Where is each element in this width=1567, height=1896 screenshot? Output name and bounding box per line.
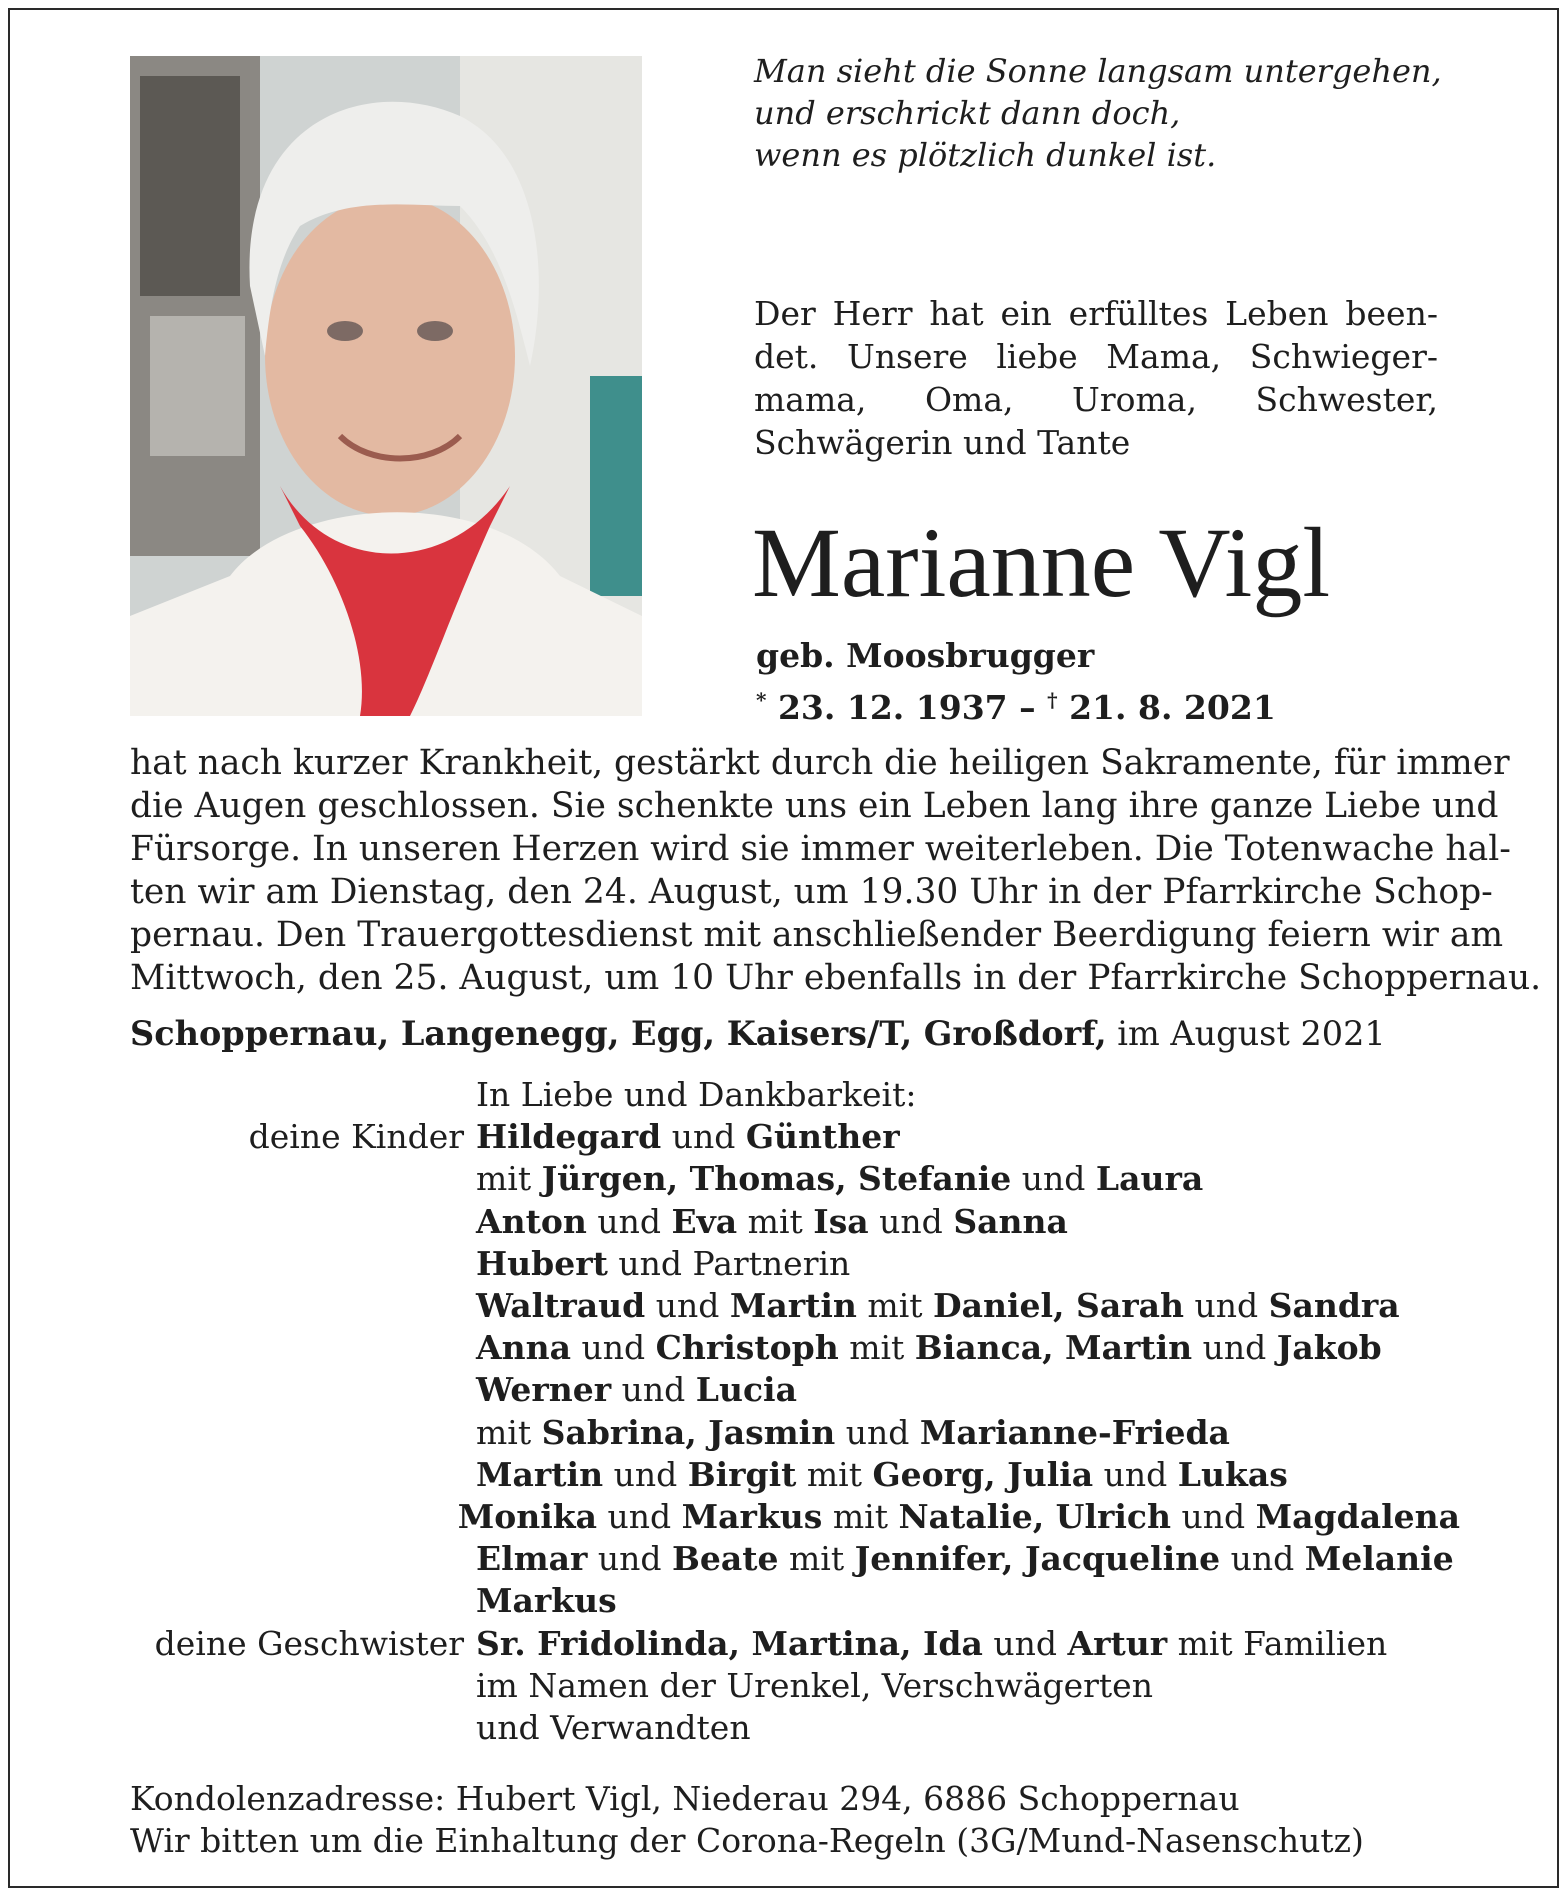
mourner-name: Marianne-Frieda	[919, 1412, 1230, 1452]
mourner-name: Günther	[745, 1117, 900, 1157]
mourner-names	[476, 1285, 1400, 1327]
mourner-names	[476, 1707, 751, 1749]
mourner-connector: und	[1093, 1454, 1178, 1494]
deceased-name: Marianne Vigl	[752, 507, 1331, 618]
mourner-name: Markus	[681, 1497, 823, 1537]
mourner-names	[476, 1454, 1288, 1496]
mourner-connector: und	[1171, 1497, 1256, 1537]
mourner-connector: und	[835, 1412, 920, 1452]
children-row	[130, 1285, 1460, 1327]
mourner-connector: und	[570, 1328, 656, 1368]
mourner-connector: mit	[822, 1497, 899, 1537]
mourner-connector: mit	[737, 1201, 814, 1241]
mourner-names	[476, 1538, 1454, 1580]
mourner-name: Laura	[1095, 1159, 1204, 1199]
mourner-name: Waltraud	[476, 1286, 646, 1326]
announcement-line: Schwägerin und Tante	[754, 423, 1131, 462]
mourner-names	[476, 1158, 1203, 1200]
mourner-connector: und Verwandten	[476, 1708, 751, 1748]
corona-notice: Wir bitten um die Einhaltung der Corona-Regeln (3G/Mund-Nasenschutz)	[130, 1821, 1364, 1860]
mourner-connector: mit	[778, 1539, 855, 1579]
mourner-names	[476, 1116, 900, 1158]
mourner-names	[458, 1496, 1460, 1538]
mourner-name: Sabrina, Jasmin	[541, 1412, 836, 1452]
mourner-names	[476, 1243, 850, 1285]
maiden-name: geb. Moosbrugger	[756, 636, 1095, 675]
mourner-connector: und	[586, 1201, 672, 1241]
mourner-connector: und	[611, 1370, 696, 1410]
mourner-name: Werner	[476, 1370, 612, 1410]
mourner-name: Martin	[729, 1286, 857, 1326]
mourner-name: Markus	[476, 1581, 617, 1621]
mourners-intro: In Liebe und Dankbarkeit:	[476, 1075, 917, 1114]
children-row	[130, 1116, 1460, 1158]
siblings-row	[130, 1665, 1460, 1707]
birth-symbol: *	[756, 688, 767, 712]
mourner-connector: und	[1220, 1539, 1305, 1579]
mourner-names	[476, 1623, 1387, 1665]
mourner-name: Elmar	[476, 1539, 588, 1579]
mourner-name: Beate	[672, 1539, 779, 1579]
mourner-name: Anna	[476, 1328, 571, 1368]
mourner-connector: und Partnerin	[607, 1243, 851, 1283]
mourner-name: Artur	[1067, 1623, 1168, 1663]
mourner-name: Eva	[671, 1201, 738, 1241]
mourner-connector: und	[587, 1539, 672, 1579]
mourner-name: Magdalena	[1255, 1497, 1460, 1537]
mourner-connector: und	[603, 1454, 688, 1494]
mourner-name: Sr. Fridolinda, Martina, Ida	[476, 1623, 983, 1663]
life-dates	[756, 680, 1276, 728]
mourner-group-label: deine Geschwister	[154, 1623, 464, 1663]
mourner-name: Daniel, Sarah	[933, 1286, 1185, 1326]
mourner-name: Birgit	[687, 1454, 797, 1494]
children-row	[130, 1454, 1460, 1496]
mourner-name: Sanna	[953, 1201, 1068, 1241]
mourner-name: Christoph	[655, 1328, 839, 1368]
date-separator: –	[1019, 688, 1036, 727]
portrait-photo	[130, 56, 642, 716]
children-row	[130, 1369, 1460, 1411]
children-row	[130, 1538, 1460, 1580]
children-row	[130, 1327, 1460, 1369]
places-month: im August 2021	[1117, 1014, 1386, 1053]
mourner-connector: mit	[838, 1328, 915, 1368]
portrait-illustration	[130, 56, 642, 716]
children-row	[130, 1412, 1460, 1454]
mourners-intro-row	[130, 1074, 1460, 1116]
birth-date: 23. 12. 1937	[777, 688, 1008, 727]
children-row	[130, 1243, 1460, 1285]
mourner-connector: und	[982, 1623, 1068, 1663]
mourner-name: Jakob	[1276, 1328, 1382, 1368]
mourner-connector: und	[1184, 1286, 1269, 1326]
mourner-connector: und	[597, 1497, 682, 1537]
body-line: pernau. Den Trauergottesdienst mit anschließender Beerdigung feiern wir am	[130, 915, 1504, 955]
children-row	[130, 1158, 1460, 1200]
mourner-names	[476, 1369, 797, 1411]
siblings-group	[130, 1623, 1460, 1750]
mourner-name: Georg, Julia	[872, 1454, 1094, 1494]
mourner-connector: im Namen der Urenkel, Verschwägerten	[476, 1665, 1153, 1705]
announcement-line: Der Herr hat ein erfülltes Leben been-	[754, 294, 1438, 333]
mourner-connector: mit	[476, 1412, 542, 1452]
poem-line: Man sieht die Sonne langsam untergehen,	[754, 52, 1442, 90]
death-date: 21. 8. 2021	[1069, 688, 1276, 727]
memorial-poem	[754, 50, 1454, 176]
death-symbol: †	[1047, 688, 1058, 712]
children-group	[130, 1116, 1460, 1622]
children-row	[130, 1580, 1460, 1622]
announcement-text	[754, 292, 1438, 464]
mourner-connector: mit	[796, 1454, 873, 1494]
mourner-connector: und	[645, 1286, 730, 1326]
body-line: hat nach kurzer Krankheit, gestärkt durch die heiligen Sakramente, für immer	[130, 743, 1510, 783]
mourner-names	[476, 1580, 617, 1622]
mourner-name: Melanie	[1304, 1539, 1454, 1579]
children-row	[130, 1201, 1460, 1243]
body-line: die Augen geschlossen. Sie schenkte uns ein Leben lang ihre ganze Liebe und	[130, 786, 1499, 826]
mourner-name: Isa	[813, 1201, 869, 1241]
footer	[130, 1778, 1460, 1862]
mourner-connector: und	[1011, 1159, 1096, 1199]
mourner-names	[476, 1665, 1153, 1707]
mourner-name: Hildegard	[476, 1117, 662, 1157]
places-and-date	[130, 1012, 1450, 1056]
mourner-name: Jennifer, Jacqueline	[854, 1539, 1221, 1579]
mourner-connector: und	[661, 1117, 746, 1157]
mourner-name: Sandra	[1268, 1286, 1400, 1326]
mourner-connector: mit Familien	[1167, 1623, 1388, 1663]
mourner-names	[476, 1327, 1382, 1369]
poem-line: und erschrickt dann doch,	[754, 94, 1181, 132]
body-line: ten wir am Dienstag, den 24. August, um 19.30 Uhr in der Pfarrkirche Schop-	[130, 872, 1493, 912]
mourner-connector: und	[1192, 1328, 1277, 1368]
mourner-name: Lucia	[695, 1370, 797, 1410]
mourner-names	[476, 1201, 1068, 1243]
mourner-name: Bianca, Martin	[914, 1328, 1193, 1368]
mourner-name: Anton	[476, 1201, 587, 1241]
poem-line: wenn es plötzlich dunkel ist.	[754, 136, 1217, 174]
announcement-line: mama, Oma, Uroma, Schwester,	[754, 380, 1438, 419]
body-line: Mittwoch, den 25. August, um 10 Uhr ebenfalls in der Pfarrkirche Schoppernau.	[130, 958, 1542, 998]
obituary-body	[130, 742, 1542, 1000]
body-line: Fürsorge. In unseren Herzen wird sie immer weiterleben. Die Totenwache hal-	[130, 829, 1511, 869]
announcement-line: det. Unsere liebe Mama, Schwieger-	[754, 337, 1438, 376]
condolence-address: Kondolenzadresse: Hubert Vigl, Niederau 294, 6886 Schoppernau	[130, 1779, 1240, 1818]
mourner-names	[476, 1412, 1230, 1454]
mourner-group-label: deine Kinder	[248, 1117, 464, 1157]
mourner-connector: und	[868, 1201, 954, 1241]
mourner-name: Martin	[476, 1454, 604, 1494]
mourner-name: Monika	[457, 1497, 598, 1537]
mourner-name: Jürgen, Thomas, Stefanie	[541, 1159, 1012, 1199]
siblings-row	[130, 1707, 1460, 1749]
children-row	[130, 1496, 1460, 1538]
mourner-name: Natalie, Ulrich	[898, 1497, 1172, 1537]
mourner-connector: mit	[856, 1286, 933, 1326]
mourner-name: Lukas	[1177, 1454, 1288, 1494]
mourner-name: Hubert	[476, 1243, 608, 1283]
siblings-row	[130, 1623, 1460, 1665]
mourner-connector: mit	[476, 1159, 542, 1199]
mourners-list	[130, 1074, 1460, 1749]
places-list: Schoppernau, Langenegg, Egg, Kaisers/T, Großdorf,	[130, 1014, 1107, 1053]
